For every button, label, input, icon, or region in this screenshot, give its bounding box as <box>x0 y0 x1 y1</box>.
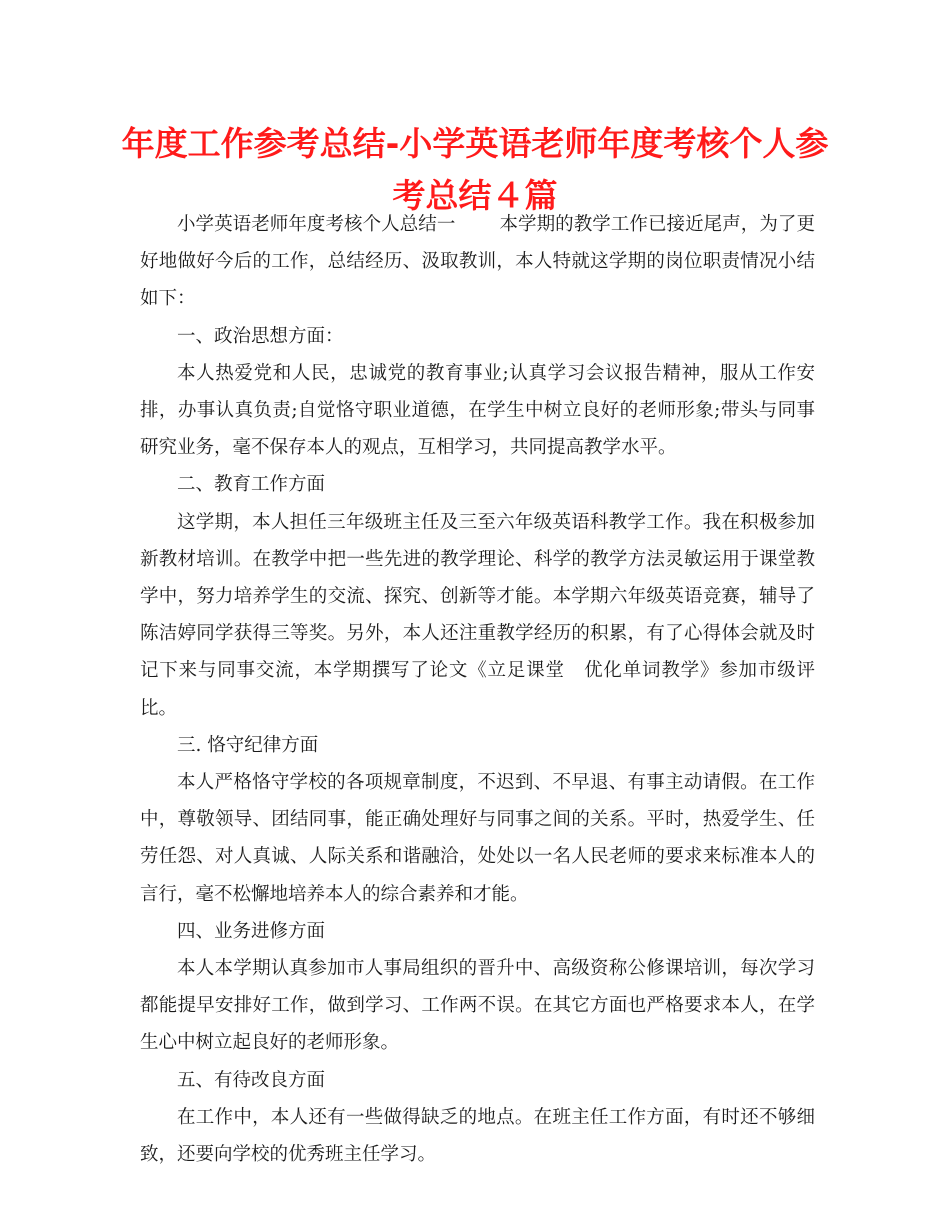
section-heading: 二、教育工作方面 <box>177 474 326 496</box>
intro-paragraph <box>140 206 815 318</box>
section-paragraph: 这学期，本人担任三年级班主任及三至六年级英语科教学工作。我在积极参加新教材培训。在教学中把一些先进的教学理论、科学的教学方法灵敏运用于课堂教学中，努力培养学生的交流、探究、创新等才能。本学期六年级英语竞赛，辅导了陈洁婷同学获得三等奖。另外，本人还注重教学经历的积累，有了心得体会就及时记下来与同事交流，本学期撰写了论文《立足课堂 优化单词教学》参加市级评比。 <box>140 511 815 719</box>
intro-heading: 小学英语老师年度考核个人总结一 <box>177 214 456 235</box>
section-paragraph: 本人本学期认真参加市人事局组织的晋升中、高级资称公修课培训，每次学习都能提早安排好工作，做到学习、工作两不误。在其它方面也严格要求本人，在学生心中树立起良好的老师形象。 <box>140 958 815 1054</box>
intro-text: 本学期的教学工作已接近尾声，为了更好地做好今后的工作，总结经历、汲取教训，本人特就这学期的岗位职责情况小结如下： <box>140 214 815 310</box>
document-body <box>140 206 815 1173</box>
section-paragraph: 本人热爱党和人民，忠诚党的教育事业;认真学习会议报告精神，服从工作安排，办事认真负责;自觉恪守职业道德，在学生中树立良好的老师形象;带头与同事研究业务，毫不保存本人的观点，互相学习，共同提高教学水平。 <box>140 362 815 459</box>
section-paragraph: 本人严格恪守学校的各项规章制度，不迟到、不早退、有事主动请假。在工作中，尊敬领导、团结同事，能正确处理好与同事之间的关系。平时，热爱学生、任劳任怨、对人真诚、人际关系和谐融洽，处处以一名人民老师的要求来标准本人的言行，毫不松懈地培养本人的综合素养和才能。 <box>140 772 815 905</box>
section-heading: 一、政治思想方面： <box>177 325 344 347</box>
document-title: 年度工作参考总结-小学英语老师年度考核个人参考总结４篇 <box>121 124 829 215</box>
section-heading: 三. 恪守纪律方面 <box>177 734 319 756</box>
section-paragraph: 在工作中，本人还有一些做得缺乏的地点。在班主任工作方面，有时还不够细致，还要向学校的优秀班主任学习。 <box>140 1106 815 1166</box>
section-heading: 五、有待改良方面 <box>177 1069 326 1091</box>
section-heading: 四、业务进修方面 <box>177 920 326 942</box>
